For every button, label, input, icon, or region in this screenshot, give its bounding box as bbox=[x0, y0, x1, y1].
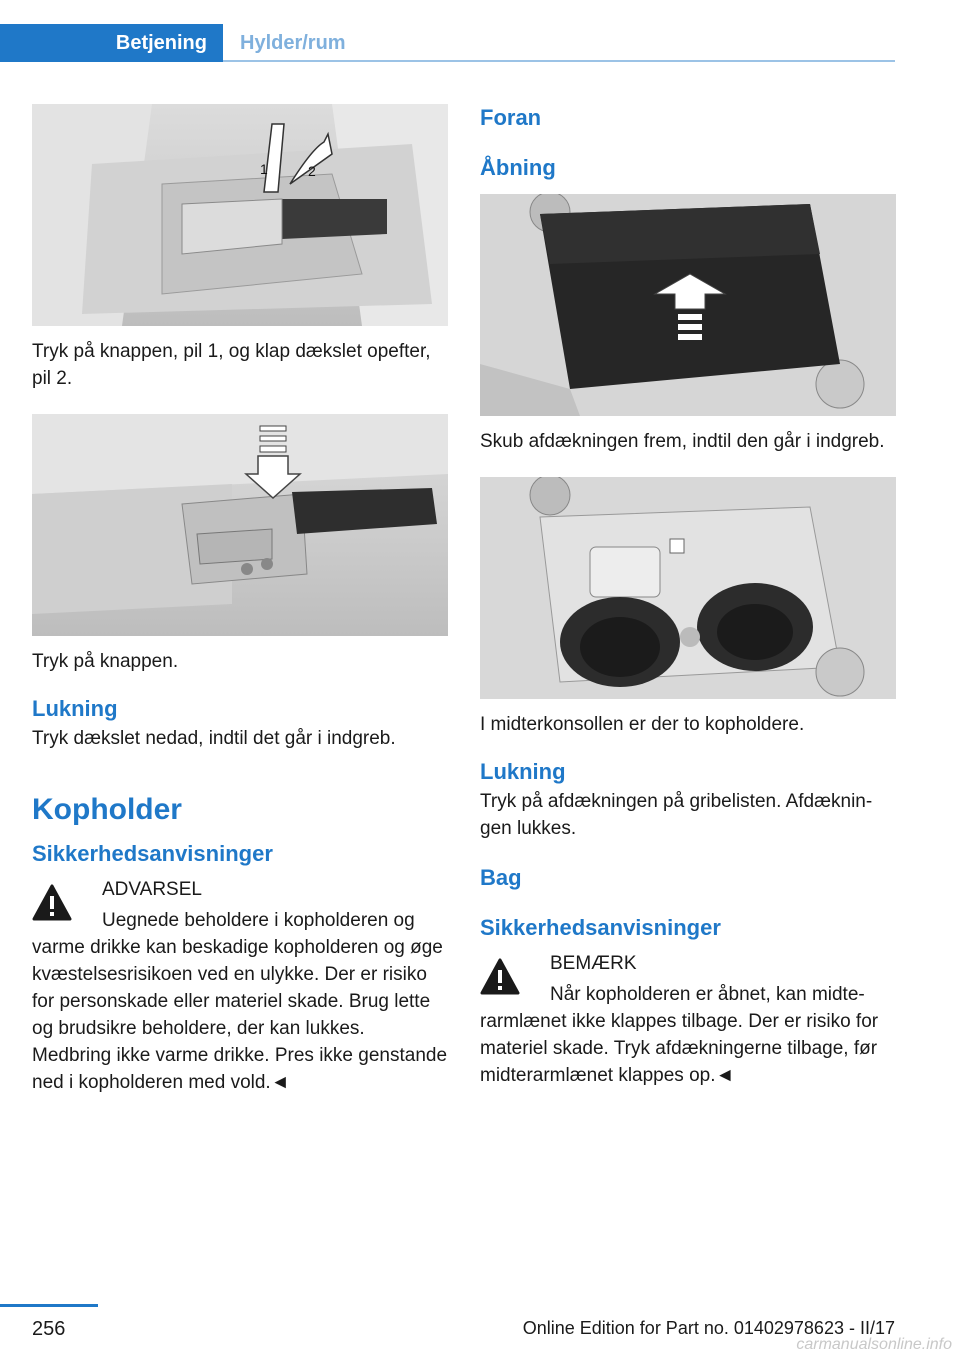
section-heading: Lukning bbox=[32, 696, 118, 721]
armrest-button-illustration bbox=[32, 414, 448, 636]
warning-block bbox=[32, 876, 448, 1096]
tab-betjening[interactable]: Betjening bbox=[0, 24, 223, 62]
console-cover-illustration bbox=[480, 194, 896, 416]
cupholder-illustration bbox=[480, 477, 896, 699]
section-subheading: Åbning bbox=[480, 155, 556, 180]
tab-hylder-rum[interactable]: Hylder/rum bbox=[240, 31, 346, 54]
page-header bbox=[0, 24, 895, 62]
notice-block bbox=[480, 950, 896, 1089]
notice-text: Når kopholderen er åbnet, kan midterarmlænet ikke klappes tilbage. Der er risiko for materiel skade. Tryk afdækningerne tilbage, før midterarmlænet klappes op.◄ bbox=[480, 984, 879, 1086]
arrow-label-2: 2 bbox=[308, 163, 316, 179]
figure-caption: Tryk på knappen, pil 1, og klap dækslet opefter, pil 2. bbox=[32, 341, 431, 389]
figure-caption: Skub afdækningen frem, indtil den går i indgreb. bbox=[480, 431, 885, 452]
footer-divider bbox=[0, 1304, 98, 1307]
body-text: Tryk dækslet nedad, indtil det går i indgreb. bbox=[32, 728, 396, 749]
chapter-heading: Kopholder bbox=[32, 793, 182, 826]
armrest-open-illustration bbox=[32, 104, 448, 326]
watermark: carmanualsonline.info bbox=[796, 1336, 952, 1353]
section-heading: Sikkerhedsanvisninger bbox=[32, 841, 273, 866]
warning-text-first: Uegnede beholdere i kopholderen og varme drikke kan beskadige kopholderen og øge kvæstelsesrisikoen ved en ulykke. Der er risiko for personskade eller materiel skade. Brug lette og brudsikre beholdere, der kan lukkes. Medbring ikke varme drikke. Pres ikke genstande ned i kopholderen med vold.◄ bbox=[32, 910, 448, 1093]
warning-label: ADVARSEL bbox=[102, 879, 202, 900]
notice-label: BEMÆRK bbox=[550, 953, 637, 974]
section-subheading: Sikkerhedsanvisninger bbox=[480, 915, 721, 940]
section-heading: Bag bbox=[480, 865, 522, 890]
header-divider bbox=[223, 60, 895, 62]
figure-caption: Tryk på knappen. bbox=[32, 651, 179, 672]
section-heading: Lukning bbox=[480, 759, 566, 784]
figure-caption: I midterkonsollen er der to kopholdere. bbox=[480, 714, 805, 735]
left-column bbox=[32, 104, 448, 1096]
section-heading: Foran bbox=[480, 105, 542, 130]
right-column bbox=[480, 104, 896, 1089]
page-number: 256 bbox=[32, 1318, 66, 1340]
body-text: Tryk på afdækningen på gribelisten. Afdækningen lukkes. bbox=[480, 791, 873, 839]
warning-triangle-icon bbox=[32, 884, 72, 922]
arrow-label-1: 1 bbox=[260, 161, 268, 177]
warning-triangle-icon bbox=[480, 958, 520, 996]
edition-text: Online Edition for Part no. 01402978623 - II/17 bbox=[522, 1318, 895, 1338]
